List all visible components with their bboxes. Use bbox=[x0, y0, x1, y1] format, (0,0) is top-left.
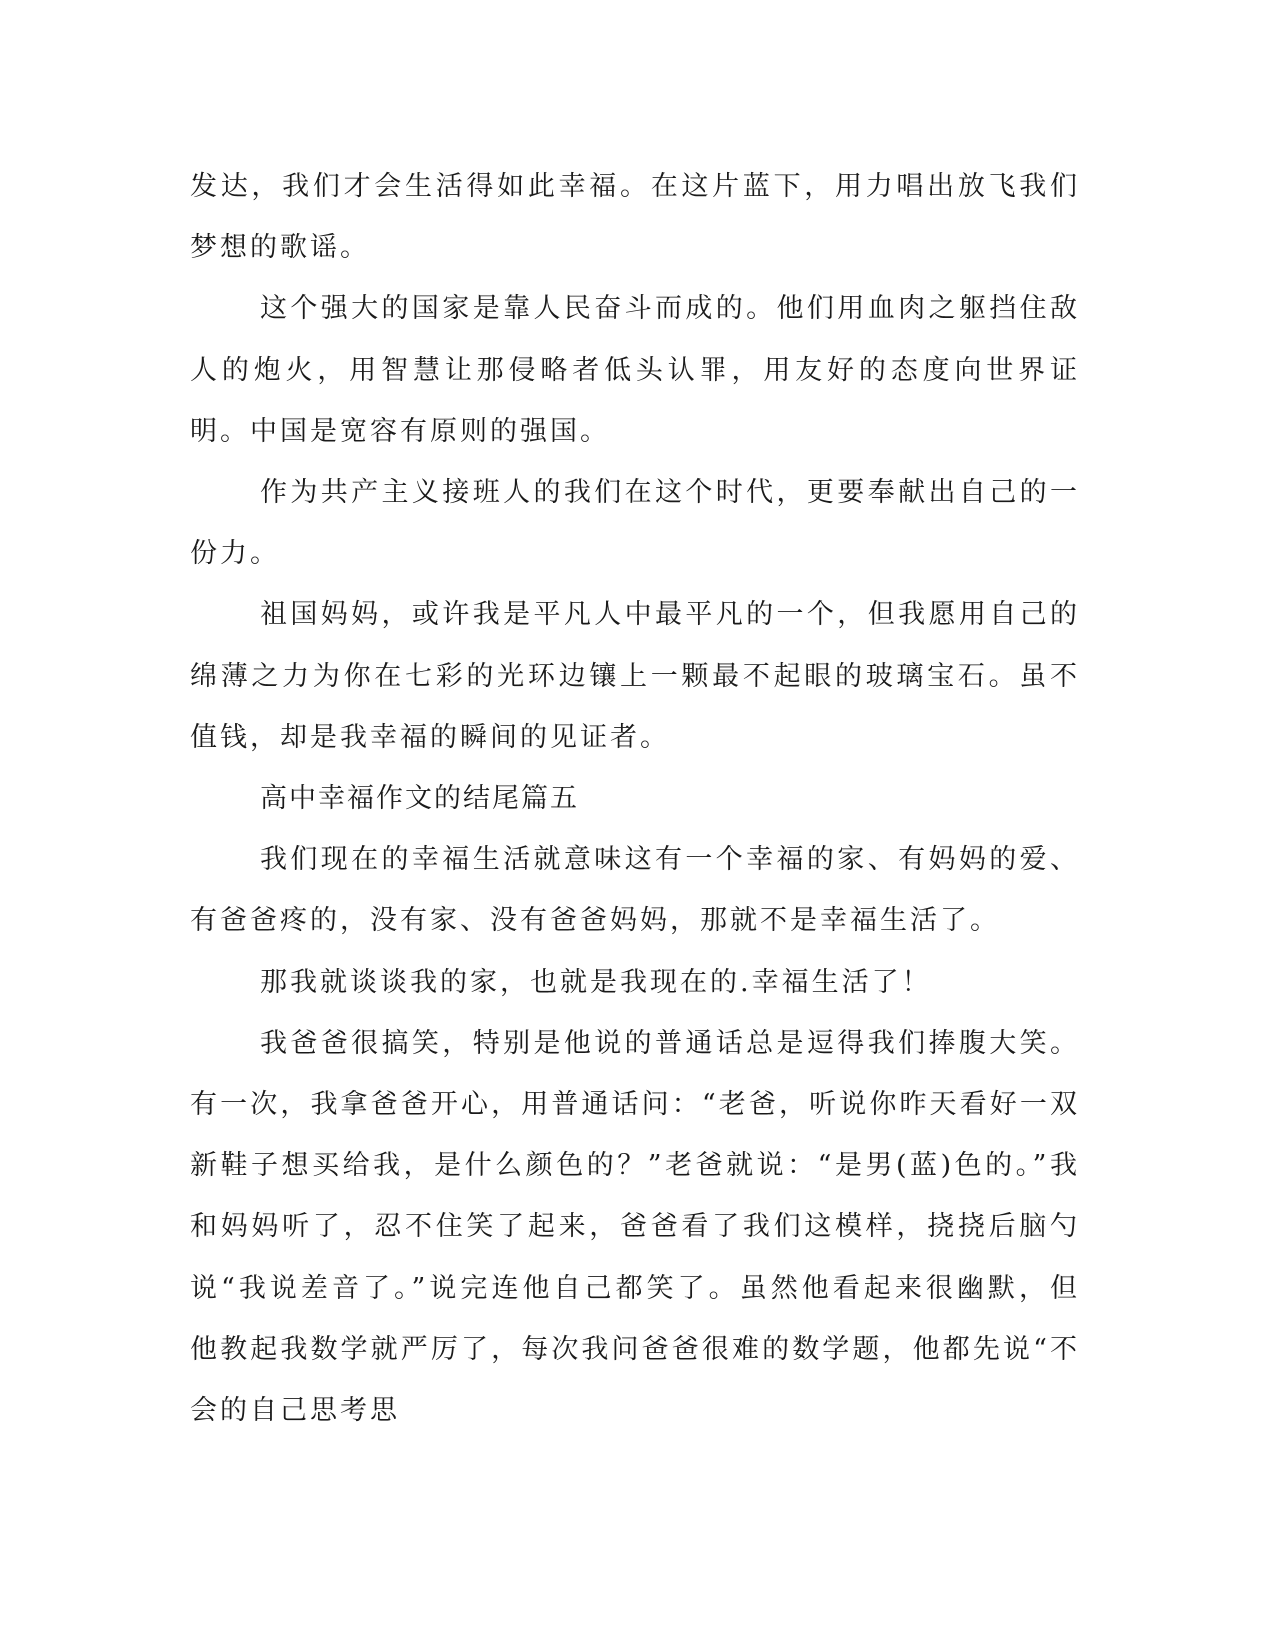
paragraph-5: 我们现在的幸福生活就意味这有一个幸福的家、有妈妈的爱、有爸爸疼的，没有家、没有爸爸妈妈，那就不是幸福生活了。 bbox=[190, 844, 1080, 937]
paragraph-6: 那我就谈谈我的家，也就是我现在的.幸福生活了！ bbox=[260, 966, 932, 998]
paragraph-2: 这个强大的国家是靠人民奋斗而成的。他们用血肉之躯挡住敌人的炮火，用智慧让那侵略者低头认罪，用友好的态度向世界证明。中国是宽容有原则的强国。 bbox=[190, 293, 1080, 447]
section-heading: 高中幸福作文的结尾篇五 bbox=[260, 783, 579, 815]
paragraph-4: 祖国妈妈，或许我是平凡人中最平凡的一个，但我愿用自己的绵薄之力为你在七彩的光环边镶上一颗最不起眼的玻璃宝石。虽不值钱，却是我幸福的瞬间的见证者。 bbox=[190, 599, 1080, 753]
paragraph-3: 作为共产主义接班人的我们在这个时代，更要奉献出自己的一份力。 bbox=[190, 477, 1080, 570]
paragraph-1: 发达，我们才会生活得如此幸福。在这片蓝下，用力唱出放飞我们梦想的歌谣。 bbox=[190, 171, 1080, 264]
essay-body bbox=[190, 156, 1080, 1441]
paragraph-7: 我爸爸很搞笑，特别是他说的普通话总是逗得我们捧腹大笑。有一次，我拿爸爸开心，用普通话问：“老爸，听说你昨天看好一双新鞋子想买给我，是什么颜色的？”老爸就说：“是男(蓝)色的。”我和妈妈听了，忍不住笑了起来，爸爸看了我们这模样，挠挠后脑勺说“我说差音了。”说完连他自己都笑了。虽然他看起来很幽默，但他教起我数学就严厉了，每次我问爸爸很难的数学题，他都先说“不会的自己思考思 bbox=[190, 1027, 1080, 1427]
